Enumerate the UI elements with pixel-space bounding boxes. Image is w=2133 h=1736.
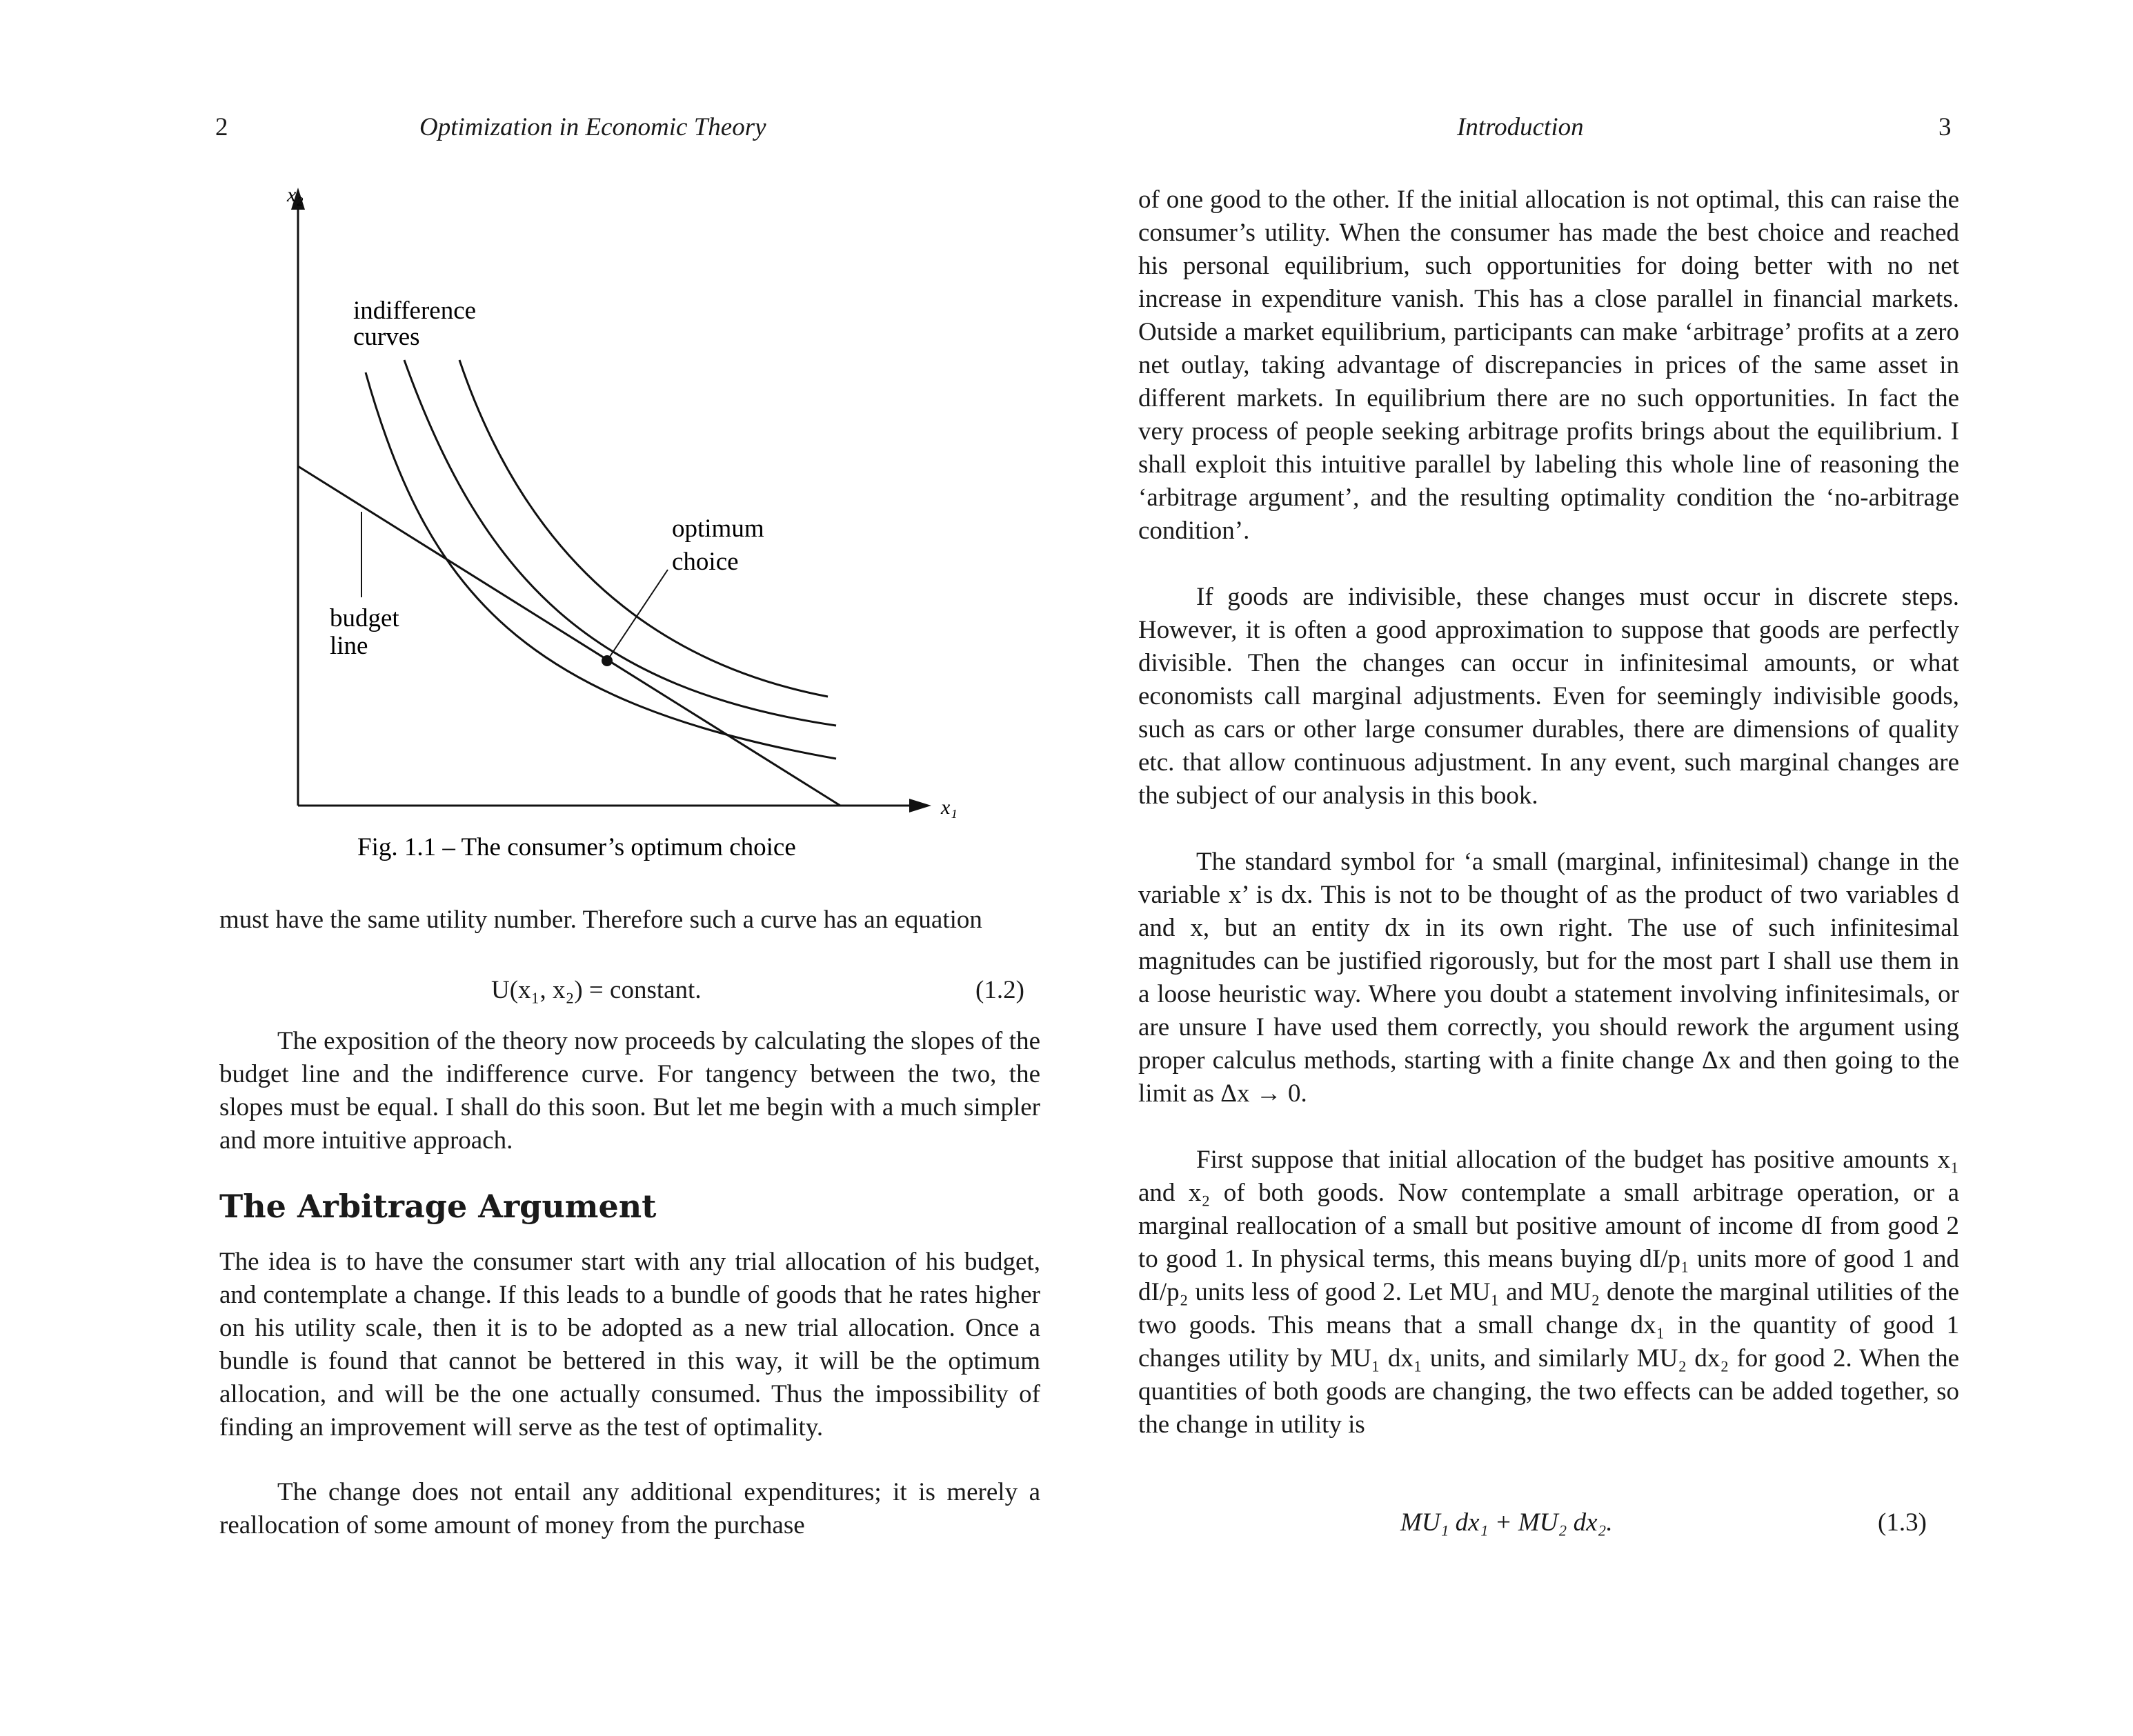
- equation-number: (1.2): [975, 976, 1024, 1004]
- figure-caption: Fig. 1.1 – The consumer’s optimum choice: [357, 833, 796, 861]
- optimum-pointer: [607, 570, 668, 661]
- paragraph: If goods are indivisible, these changes must occur in discrete steps. However, it is often a good approximation to suppose that goods are perfectly divisible. Then the changes can occur in infinitesimal amounts, or what economists call marginal adjustments. Even for seemingly indivisible goods, such as cars or other large consumer durables, there are dimensions of quality etc. that allow continuous adjustment. In any event, such marginal changes are the subject of our analysis in this book.: [1138, 583, 1959, 810]
- equation-1-2: U(x₁, x₂) = constant.: [491, 976, 702, 1004]
- indifference-curve-1: [366, 372, 836, 759]
- section-heading: The Arbitrage Argument: [219, 1188, 657, 1225]
- paragraph: The change does not entail any additional expenditures; it is merely a reallocation of some amount of money from the purchase: [219, 1478, 1040, 1539]
- indifference-label-line1: indifference: [353, 297, 477, 325]
- budget-label-line1: budget: [330, 604, 399, 632]
- paragraph: of one good to the other. If the initial allocation is not optimal, this can raise the consumer’s utility. When the consumer has made the best choice and reached his personal equilibrium, such opportunities for doing better with no net increase in expenditure vanish. This has a close parallel in financial markets. Outside a market equilibrium, participants can make ‘arbitrage’ profits at a zero net outlay, taking advantage of discrepancies in prices of the same asset in different markets. In equilibrium there are no such opportunities. In fact the very process of people seeking arbitrage profits brings about the equilibrium. I shall exploit this intuitive parallel by labeling this whole line of reasoning the ‘arbitrage argument’, and the resulting optimality condition the ‘no-arbitrage condition’.: [1138, 186, 1959, 545]
- left-page: [0, 0, 1066, 1736]
- right-page: [1066, 0, 2133, 1736]
- paragraph: The exposition of the theory now proceeds by calculating the slopes of the budget line and the indifference curve. For tangency between the two, the slopes must be equal. I shall do this soon. But let me begin with a much simpler and more intuitive approach.: [219, 1027, 1040, 1155]
- running-head: Optimization in Economic Theory: [419, 113, 766, 141]
- paragraph: must have the same utility number. Therefore such a curve has an equation: [219, 906, 982, 934]
- x1-axis-label: x₁: [941, 796, 958, 819]
- indifference-curve-2: [404, 360, 836, 726]
- paragraph: The idea is to have the consumer start with any trial allocation of his budget, and contemplate a change. If this leads to a bundle of goods that he rates higher on his utility scale, then it is to be adopted as a new trial allocation. Once a bundle is found that cannot be bettered in this way, it will be the optimum allocation, and will be the one actually consumed. Thus the impossibility of finding an improvement will serve as the test of optimality.: [219, 1248, 1040, 1441]
- paragraph: First suppose that initial allocation of the budget has positive amounts x₁ and x₂ of both goods. Now contemplate a small arbitrage operation, or a marginal reallocation of a small but positive amount of income dI from good 2 to good 1. In physical terms, this means buying dI/p₁ units more of good 1 and dI/p₂ units less of good 2. Let MU₁ and MU₂ denote the marginal utilities of the two goods. This means that a small change dx₁ in the quantity of good 1 changes utility by MU₁ dx₁ units, and similarly MU₂ dx₂ for good 2. When the quantities of both goods are changing, the two effects can be added together, so the change in utility is: [1138, 1146, 1959, 1439]
- equation-number: (1.3): [1878, 1508, 1927, 1537]
- optimum-label-line1: optimum: [672, 515, 764, 543]
- equation-1-3: MU₁ dx₁ + MU₂ dx₂.: [1400, 1508, 1613, 1537]
- x2-axis-label: x₂: [287, 183, 304, 206]
- page-number: 3: [1938, 113, 1952, 141]
- x-axis-arrow: [909, 799, 931, 812]
- optimum-label-line2: choice: [672, 548, 739, 576]
- figure-indifference-curves: [0, 0, 1066, 883]
- indifference-label-line2: curves: [353, 323, 420, 351]
- budget-label-line2: line: [330, 632, 368, 660]
- page-number: 2: [215, 113, 228, 141]
- running-head: Introduction: [1457, 113, 1584, 141]
- paragraph: The standard symbol for ‘a small (marginal, infinitesimal) change in the variable x’ is dx. This is not to be thought of as the product of two variables d and x, but an entity dx in its own right. The use of such infinitesimal magnitudes can be justified rigorously, but for the most part I shall use them in a loose heuristic way. Where you doubt a statement involving infinitesimals, or are unsure I have used them correctly, you should rework the argument using proper calculus methods, starting with a finite change Δx and then going to the limit as Δx → 0.: [1138, 848, 1959, 1108]
- indifference-curve-3: [459, 360, 828, 697]
